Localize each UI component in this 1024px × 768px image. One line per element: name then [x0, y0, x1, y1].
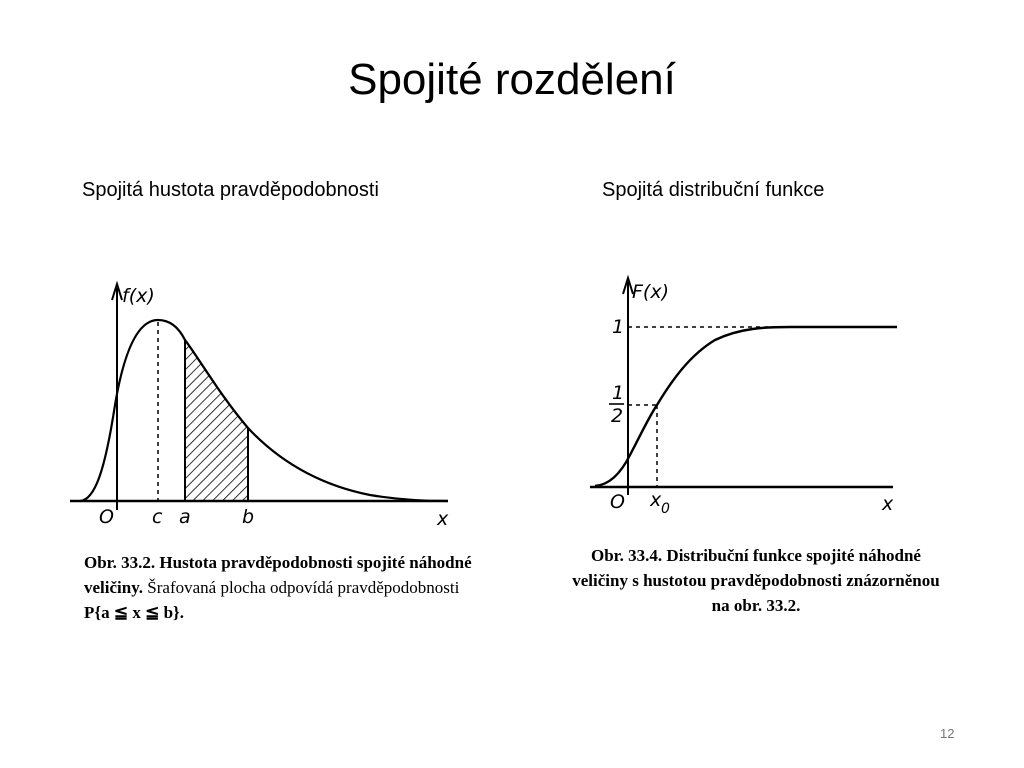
- density-curve: [80, 320, 448, 501]
- density-origin-label: O: [99, 506, 114, 528]
- distribution-origin-label: O: [610, 491, 625, 513]
- density-caption-number: Obr. 33.2.: [84, 553, 156, 572]
- density-y-arrow: [112, 284, 122, 300]
- tick-label-c: c: [152, 506, 163, 528]
- page-number: 12: [940, 726, 955, 741]
- density-heading: Spojitá hustota pravděpodobnosti: [82, 179, 379, 201]
- tick-label-a: a: [179, 506, 191, 528]
- distribution-heading: Spojitá distribuční funkce: [602, 179, 825, 201]
- density-y-label: f(x): [122, 285, 155, 307]
- density-x-label: x: [437, 508, 449, 530]
- x-tick-median-subscript: 0: [661, 501, 670, 517]
- density-caption-formula: P{a ≦ x ≦ b}.: [84, 603, 184, 622]
- distribution-y-arrow: [623, 278, 633, 294]
- distribution-curve: [595, 327, 897, 486]
- tick-label-b: b: [242, 506, 255, 528]
- slide-title: Spojité rozdělení: [348, 55, 676, 104]
- distribution-caption: Obr. 33.4. Distribuční funkce spojité náhodné veličiny s hustotou pravděpodobnosti znázorněnou na obr. 33.2.: [572, 546, 940, 615]
- density-caption-body: Šrafovaná plocha odpovídá pravděpodobnosti: [147, 578, 460, 597]
- distribution-x-label: x: [882, 493, 894, 515]
- y-tick-half-denominator: 2: [611, 405, 624, 427]
- shaded-probability-area: [185, 340, 248, 501]
- y-tick-one: 1: [612, 316, 625, 338]
- density-caption: [84, 550, 484, 625]
- y-tick-half-numerator: 1: [612, 382, 625, 404]
- x-tick-median: x: [650, 489, 662, 511]
- distribution-y-label: F(x): [632, 281, 669, 303]
- density-caption-lead: Hustota pravděpodobnosti spojité náhodné veličiny.: [84, 553, 472, 597]
